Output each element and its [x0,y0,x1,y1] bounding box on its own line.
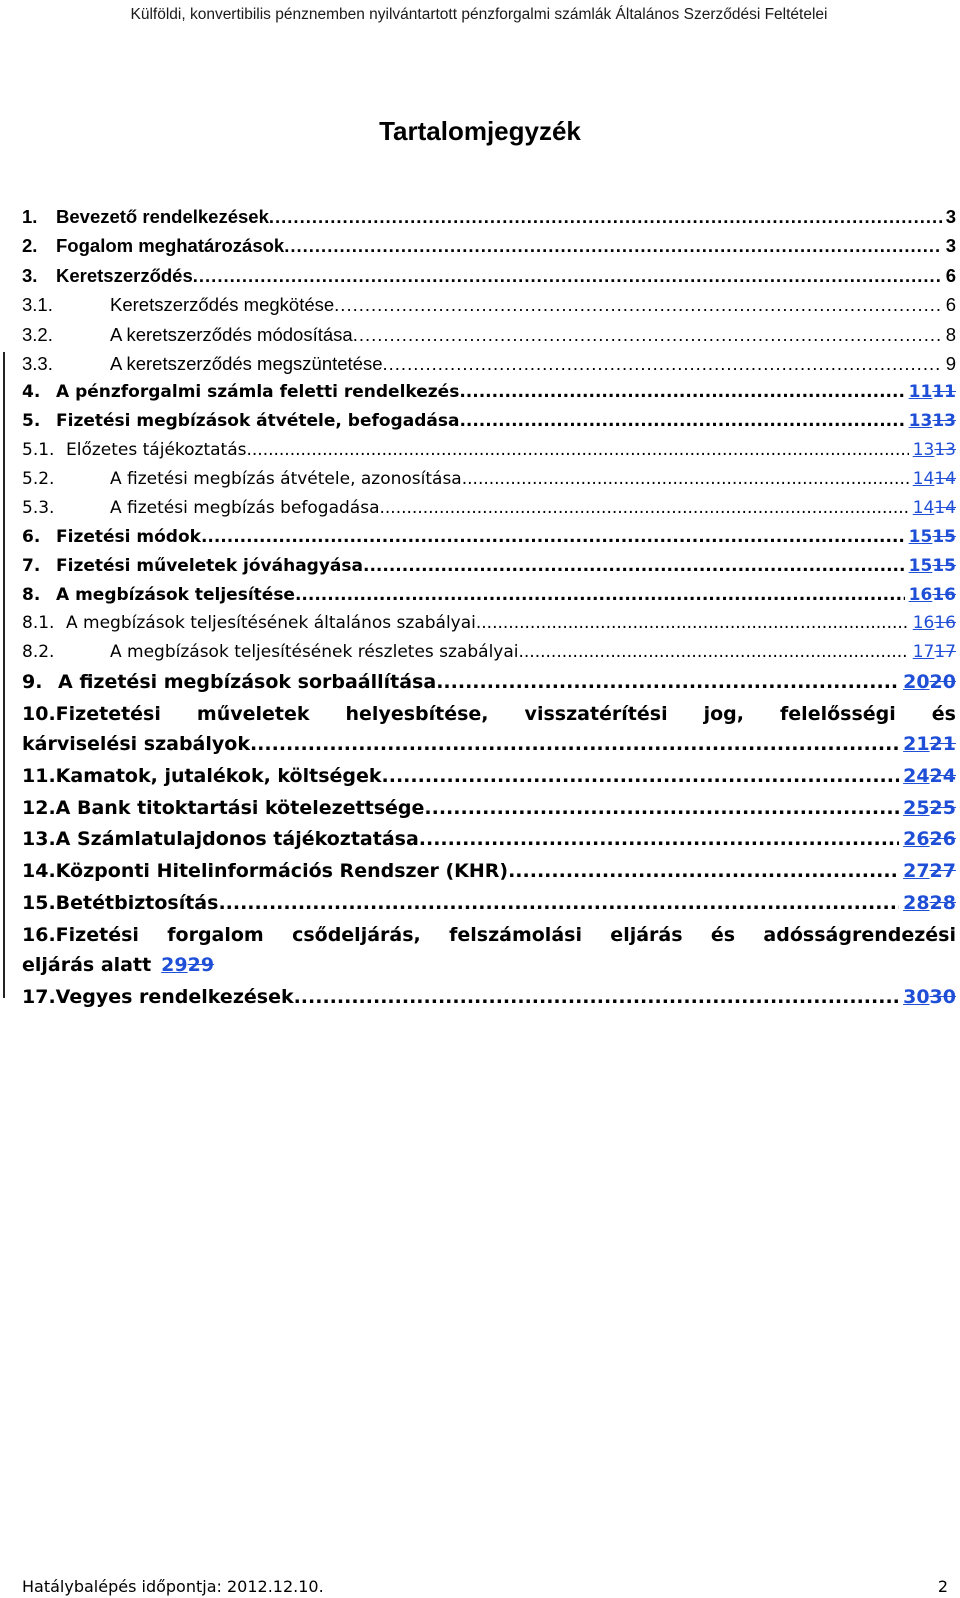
toc-leader [519,642,909,662]
toc-number: 8. [22,584,41,605]
toc-page: 1717 [912,642,956,663]
toc-leader [419,828,899,850]
page-header: Külföldi, konvertibilis pénznemben nyilvántartott pénzforgalmi számlák Általános Szerződési Feltételei [130,6,828,23]
toc-leader [294,986,900,1008]
toc-page: 2929 [161,953,215,976]
toc-page: 2424 [903,764,956,787]
toc-label: Fizetési forgalom csődeljárás, felszámolási eljárás és adósságrendezési [55,923,956,946]
toc-entry-15[interactable] [22,892,956,924]
toc-label: A megbízások teljesítése [56,584,295,605]
toc-page: 3 [945,235,956,257]
page-title: Tartalomjegyzék [379,116,581,146]
toc-number: 16. [22,923,56,946]
toc-leader [383,353,942,375]
toc-entry-3-3[interactable] [22,353,956,382]
effective-date: Hatálybalépés időpontja: 2012.12.10. [22,1577,324,1596]
toc-page: 2525 [903,796,956,819]
toc-entry-17[interactable] [22,986,956,1018]
toc-page: 1111 [908,382,956,403]
toc-number: 8.1. [22,613,55,634]
toc-page: 1515 [908,526,956,547]
toc-leader [246,440,908,460]
toc-label: Betétbiztosítás [55,892,219,915]
toc-number: 5. [22,411,41,432]
toc-number: 1. [22,206,38,227]
toc-entry-10-line1[interactable] [22,703,956,733]
toc-leader [269,206,942,228]
toc-page: 3 [945,206,956,227]
table-of-contents [22,206,956,1017]
page-number: 2 [937,1577,948,1596]
toc-label: Keretszerződés [56,264,193,286]
toc-entry-13[interactable] [22,828,956,860]
toc-leader [508,860,899,882]
toc-page: 1313 [912,440,956,461]
toc-label: A Bank titoktartási kötelezettsége [55,796,425,819]
toc-label: Fizetési műveletek jóváhagyása [56,555,363,576]
toc-leader [250,733,899,755]
toc-entry-8[interactable] [22,585,956,614]
toc-entry-5-1[interactable] [22,440,956,469]
toc-leader [380,498,909,518]
toc-label: kárviselési szabályok [22,733,250,756]
toc-label: eljárás alatt [22,953,152,976]
toc-label: A Számlatulajdonos tájékoztatása [55,828,419,851]
toc-label: A megbízások teljesítésének részletes szabályai [110,642,519,663]
toc-page: 1616 [908,584,956,605]
toc-page: 1616 [912,613,956,634]
toc-label: A keretszerződés megszüntetése [110,352,383,374]
toc-label: Előzetes tájékoztatás [66,440,247,461]
toc-number: 5.3. [22,497,55,518]
toc-number: 3.1. [22,294,53,316]
toc-label: Fizetetési műveletek helyesbítése, visszatérítési jog, felelősségi és [55,703,956,726]
toc-entry-5-3[interactable] [22,498,956,527]
toc-number: 8.2. [22,642,55,663]
toc-entry-6[interactable] [22,527,956,556]
change-bar [3,352,5,998]
toc-leader [295,585,905,605]
toc-label: A fizetési megbízás átvétele, azonosítása [110,469,462,490]
toc-leader [334,294,942,316]
toc-label: A megbízások teljesítésének általános szabályai [66,613,476,634]
toc-entry-14[interactable] [22,860,956,892]
toc-entry-7[interactable] [22,556,956,585]
toc-entry-10-line2[interactable] [22,733,956,765]
toc-leader [436,671,899,693]
toc-number: 3. [22,264,38,286]
toc-entry-2[interactable] [22,235,956,264]
toc-entry-8-2[interactable] [22,642,956,671]
toc-page: 6 [945,264,956,286]
toc-entry-3[interactable] [22,265,956,294]
toc-leader [476,613,909,633]
toc-page: 8 [945,323,956,345]
toc-number: 12. [22,796,56,819]
toc-label: Bevezető rendelkezések [56,206,269,227]
toc-page: 2121 [903,733,956,756]
toc-number: 17. [22,985,56,1008]
toc-label: A pénzforgalmi számla feletti rendelkezés [56,382,460,403]
toc-leader [284,235,941,257]
toc-page: 1515 [908,555,956,576]
toc-page: 1414 [912,469,956,490]
toc-label: A fizetési megbízások sorbaállítása [58,671,437,694]
toc-entry-4[interactable] [22,382,956,411]
toc-leader [218,892,899,914]
toc-leader [382,765,900,787]
toc-number: 15. [22,892,56,915]
toc-leader [459,411,904,431]
toc-number: 10. [22,703,56,726]
toc-label: Központi Hitelinformációs Rendszer (KHR) [55,860,509,883]
toc-number: 13. [22,828,56,851]
toc-entry-5[interactable] [22,411,956,440]
toc-page: 1313 [908,411,956,432]
toc-entry-16-line1[interactable] [22,924,956,954]
toc-entry-5-2[interactable] [22,469,956,498]
toc-entry-9[interactable] [22,671,956,703]
toc-label: Vegyes rendelkezések [55,985,294,1008]
toc-leader [462,469,909,489]
toc-entry-3-1[interactable] [22,294,956,323]
toc-leader [193,265,942,287]
toc-page: 3030 [903,985,956,1008]
toc-number: 11. [22,764,56,787]
toc-page: 2626 [903,828,956,851]
toc-label: Kamatok, jutalékok, költségek [55,764,382,787]
toc-label: Fogalom meghatározások [56,235,285,257]
toc-page: 6 [945,294,956,316]
toc-number: 6. [22,526,41,547]
toc-leader [363,556,905,576]
toc-entry-1[interactable] [22,206,956,235]
toc-number: 14. [22,860,56,883]
toc-leader [353,324,942,346]
toc-label: A keretszerződés módosítása [110,323,353,345]
toc-entry-12[interactable] [22,797,956,829]
toc-leader [424,797,899,819]
toc-page: 9 [945,352,956,374]
toc-label: Fizetési megbízások átvétele, befogadása [56,411,460,432]
toc-leader [459,382,904,402]
toc-label: Fizetési módok [56,526,201,547]
toc-number: 2. [22,235,38,257]
toc-number: 9. [22,671,43,694]
toc-number: 7. [22,555,41,576]
toc-number: 5.1. [22,440,55,461]
toc-page: 2727 [903,860,956,883]
toc-page: 1414 [912,497,956,518]
toc-leader [201,527,905,547]
toc-entry-16-line2[interactable] [22,954,956,986]
toc-entry-3-2[interactable] [22,324,956,353]
toc-number: 3.3. [22,352,53,374]
toc-label: A fizetési megbízás befogadása [110,497,380,518]
toc-number: 5.2. [22,469,55,490]
toc-page: 2020 [903,671,956,694]
toc-label: Keretszerződés megkötése [110,294,335,316]
toc-page: 2828 [903,892,956,915]
toc-number: 4. [22,382,41,403]
toc-number: 3.2. [22,323,53,345]
toc-entry-11[interactable] [22,765,956,797]
toc-entry-8-1[interactable] [22,613,956,642]
